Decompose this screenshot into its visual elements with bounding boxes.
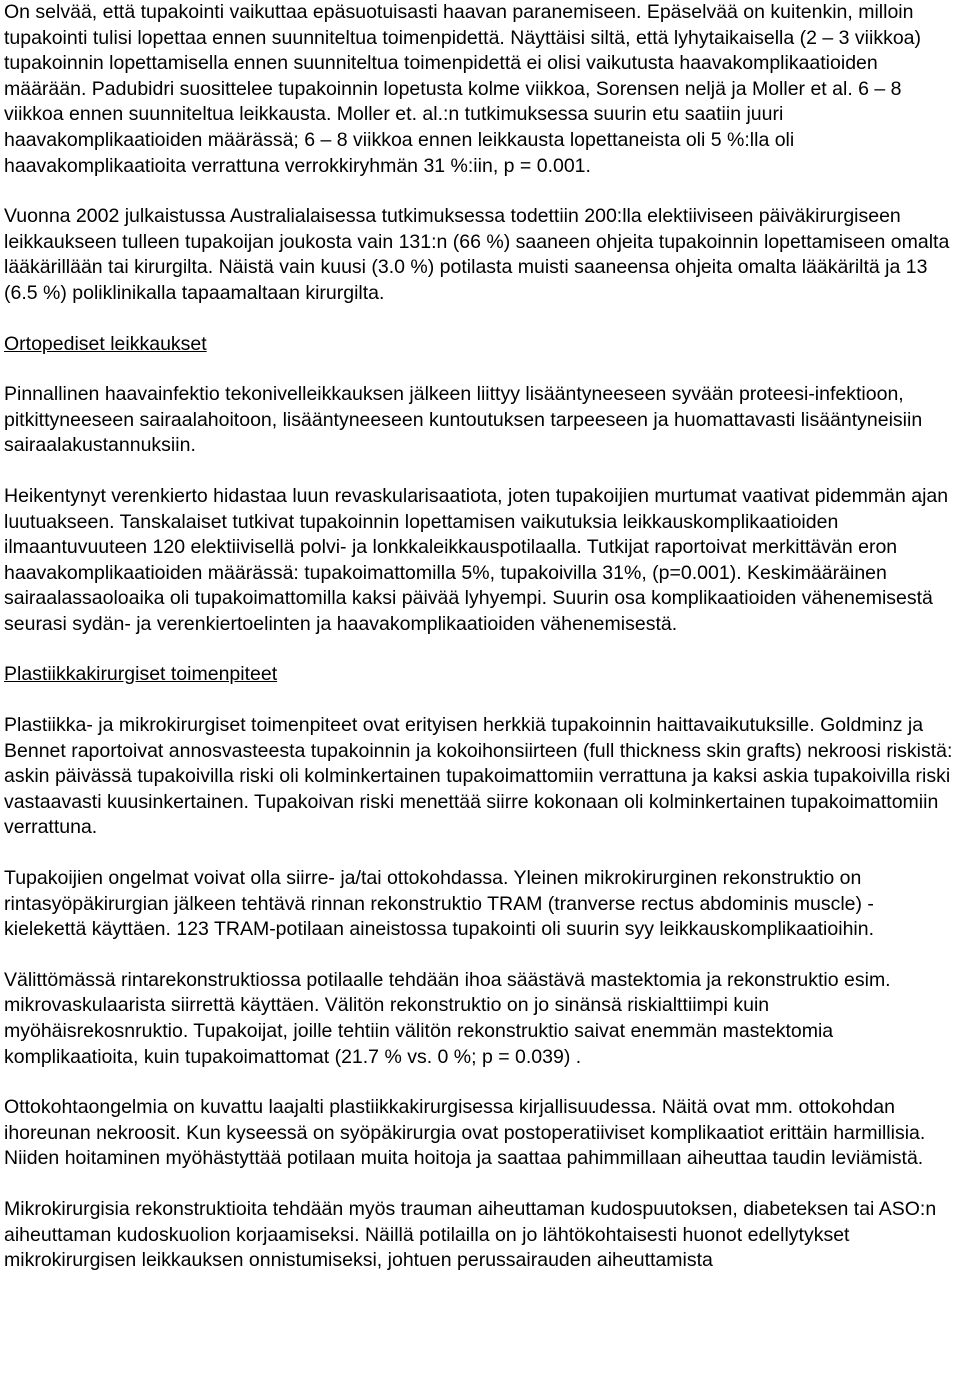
spacer (4, 1070, 954, 1095)
spacer (4, 357, 954, 382)
spacer (4, 179, 954, 204)
section-heading-plastic-surgery: Plastiikkakirurgiset toimenpiteet (4, 663, 278, 686)
paragraph-immediate-reconstruction: Välittömässä rintarekonstruktiossa potilaalle tehdään ihoa säästävä mastektomia ja rekonstruktio esim. mikrovaskulaarista siirrettä käyttäen. Välitön rekonstruktio on jo sinänsä riskialttiimpi kuin myöhäisrekosnruktio. Tupakoijat, joille tehtiin välitön rekonstruktio saivat enemmän mastektomia komplikaatioita, kuin tupakoimattomat (21.7 % vs. 0 %; p = 0.039) . (4, 968, 891, 1068)
paragraph-wound-infection: Pinnallinen haavainfektio tekonivelleikkauksen jälkeen liittyy lisääntyneeseen syvään proteesi-infektioon, pitkittyneeseen sairaalahoitoon, lisääntyneeseen kuntoutuksen tarpeeseen ja huomattavasti lisääntyneisiin sairaalakustannuksiin. (4, 383, 923, 457)
paragraph-australian-study: Vuonna 2002 julkaistussa Australialaisessa tutkimuksessa todettiin 200:lla elektiiviseen päiväkirurgiseen leikkaukseen tulleen tupakoijan joukosta vain 131:n (66 %) saaneen ohjeita tupakoinnin lopettamiseen omalta lääkärillään tai kirurgilta. Näistä vain kuusi (3.0 %) potilasta muisti saaneensa ohjeita omalta lääkäriltä ja 13 (6.5 %) poliklinikalla tapaamaltaan kirurgilta. (4, 205, 950, 304)
paragraph-microsurgery-sensitivity: Plastiikka- ja mikrokirurgiset toimenpiteet ovat erityisen herkkiä tupakoinnin haittavaikutuksille. Goldminz ja Bennet raportoivat annosvasteesta tupakoinnin ja kokoihonsiirteen (full thickness skin grafts) nekroosi riskistä: askin päivässä tupakoivilla riski oli kolminkertainen tupakoimattomiin verrattuna ja kaksi askia tupakoivilla riski vastaavasti kuusinkertainen. Tupakoivan riski menettää siirre kokonaan oli kolminkertainen tupakoimattomiin verrattuna. (4, 714, 953, 839)
paragraph-revascularization: Heikentynyt verenkierto hidastaa luun revaskularisaatiota, joten tupakoijien murtumat vaativat pidemmän ajan luutuakseen. Tanskalaiset tutkivat tupakoinnin lopettamisen vaikutuksia leikkauskomplikaatioiden ilmaantuvuuteen 120 elektiivisellä polvi- ja lonkkaleikkauspotilaalla. Tutkijat raportoivat merkittävän eron haavakomplikaatioiden määrässä: tupakoimattomilla 5%, tupakoivilla 31%, (p=0.001). Keskimääräinen sairaalassaoloaika oli tupakoimattomilla kaksi päivää lyhyempi. Suurin osa komplikaatioiden vähenemisestä seurasi sydän- ja verenkiertoelinten ja haavakomplikaatioiden vähenemisestä. (4, 484, 949, 635)
spacer (4, 943, 954, 968)
paragraph-microsurgical-reconstruction: Mikrokirurgisia rekonstruktioita tehdään myös trauman aiheuttaman kudospuutoksen, diabeteksen tai ASO:n aiheuttaman kudoskuolion korjaamiseksi. Näillä potilailla on jo lähtökohtaisesti huonot edellytykset mikrokirurgisen leikkauksen onnistumiseksi, johtuen perussairauden aiheuttamista (4, 1197, 937, 1272)
paragraph-tram-flap: Tupakoijien ongelmat voivat olla siirre- ja/tai ottokohdassa. Yleinen mikrokirurginen rekonstruktio on rintasyöpäkirurgian jälkeen tehtävä rinnan rekonstruktio TRAM (tranverse rectus abdominis muscle) -kielekettä käyttäen. 123 TRAM-potilaan aineistossa tupakointi oli suurin syy leikkauskomplikaatioihin. (4, 867, 875, 941)
spacer (4, 1172, 954, 1197)
spacer (4, 459, 954, 484)
paragraph-donor-site: Ottokohtaongelmia on kuvattu laajalti plastiikkakirurgisessa kirjallisuudessa. Näitä ovat mm. ottokohdan ihoreunan nekroosit. Kun kyseessä on syöpäkirurgia ovat postoperatiiviset komplikaatiot erittäin harmillisia. Niiden hoitaminen myöhästyttää potilaan muita hoitoja ja saattaa pahimmillaan aiheuttaa taudin leviämistä. (4, 1096, 926, 1170)
spacer (4, 637, 954, 662)
spacer (4, 688, 954, 713)
spacer (4, 841, 954, 866)
section-heading-orthopedic: Ortopediset leikkaukset (4, 332, 207, 355)
paragraph-smoking-timing: On selvää, että tupakointi vaikuttaa epäsuotuisasti haavan paranemiseen. Epäselvää on kuitenkin, milloin tupakointi tulisi lopettaa ennen suunniteltua toimenpidettä. Näyttäisi siltä, että lyhytaikaisella (2 – 3 viikkoa) tupakoinnin lopettamisella ennen suunniteltua toimenpidettä ei olisi vaikutusta haavakomplikaatioiden määrään. Padubidri suosittelee tupakoinnin lopetusta kolme viikkoa, Sorensen neljä ja Moller et al. 6 – 8 viikkoa ennen suunniteltua leikkausta. Moller et. al.:n tutkimuksessa suurin etu saatiin juuri haavakomplikaatioiden määrässä; 6 – 8 viikkoa ennen leikkausta lopettaneista oli 5 %:lla oli haavakomplikaatioita verrattuna verrokkiryhmän 31 %:iin, p = 0.001. (4, 1, 922, 177)
spacer (4, 307, 954, 332)
